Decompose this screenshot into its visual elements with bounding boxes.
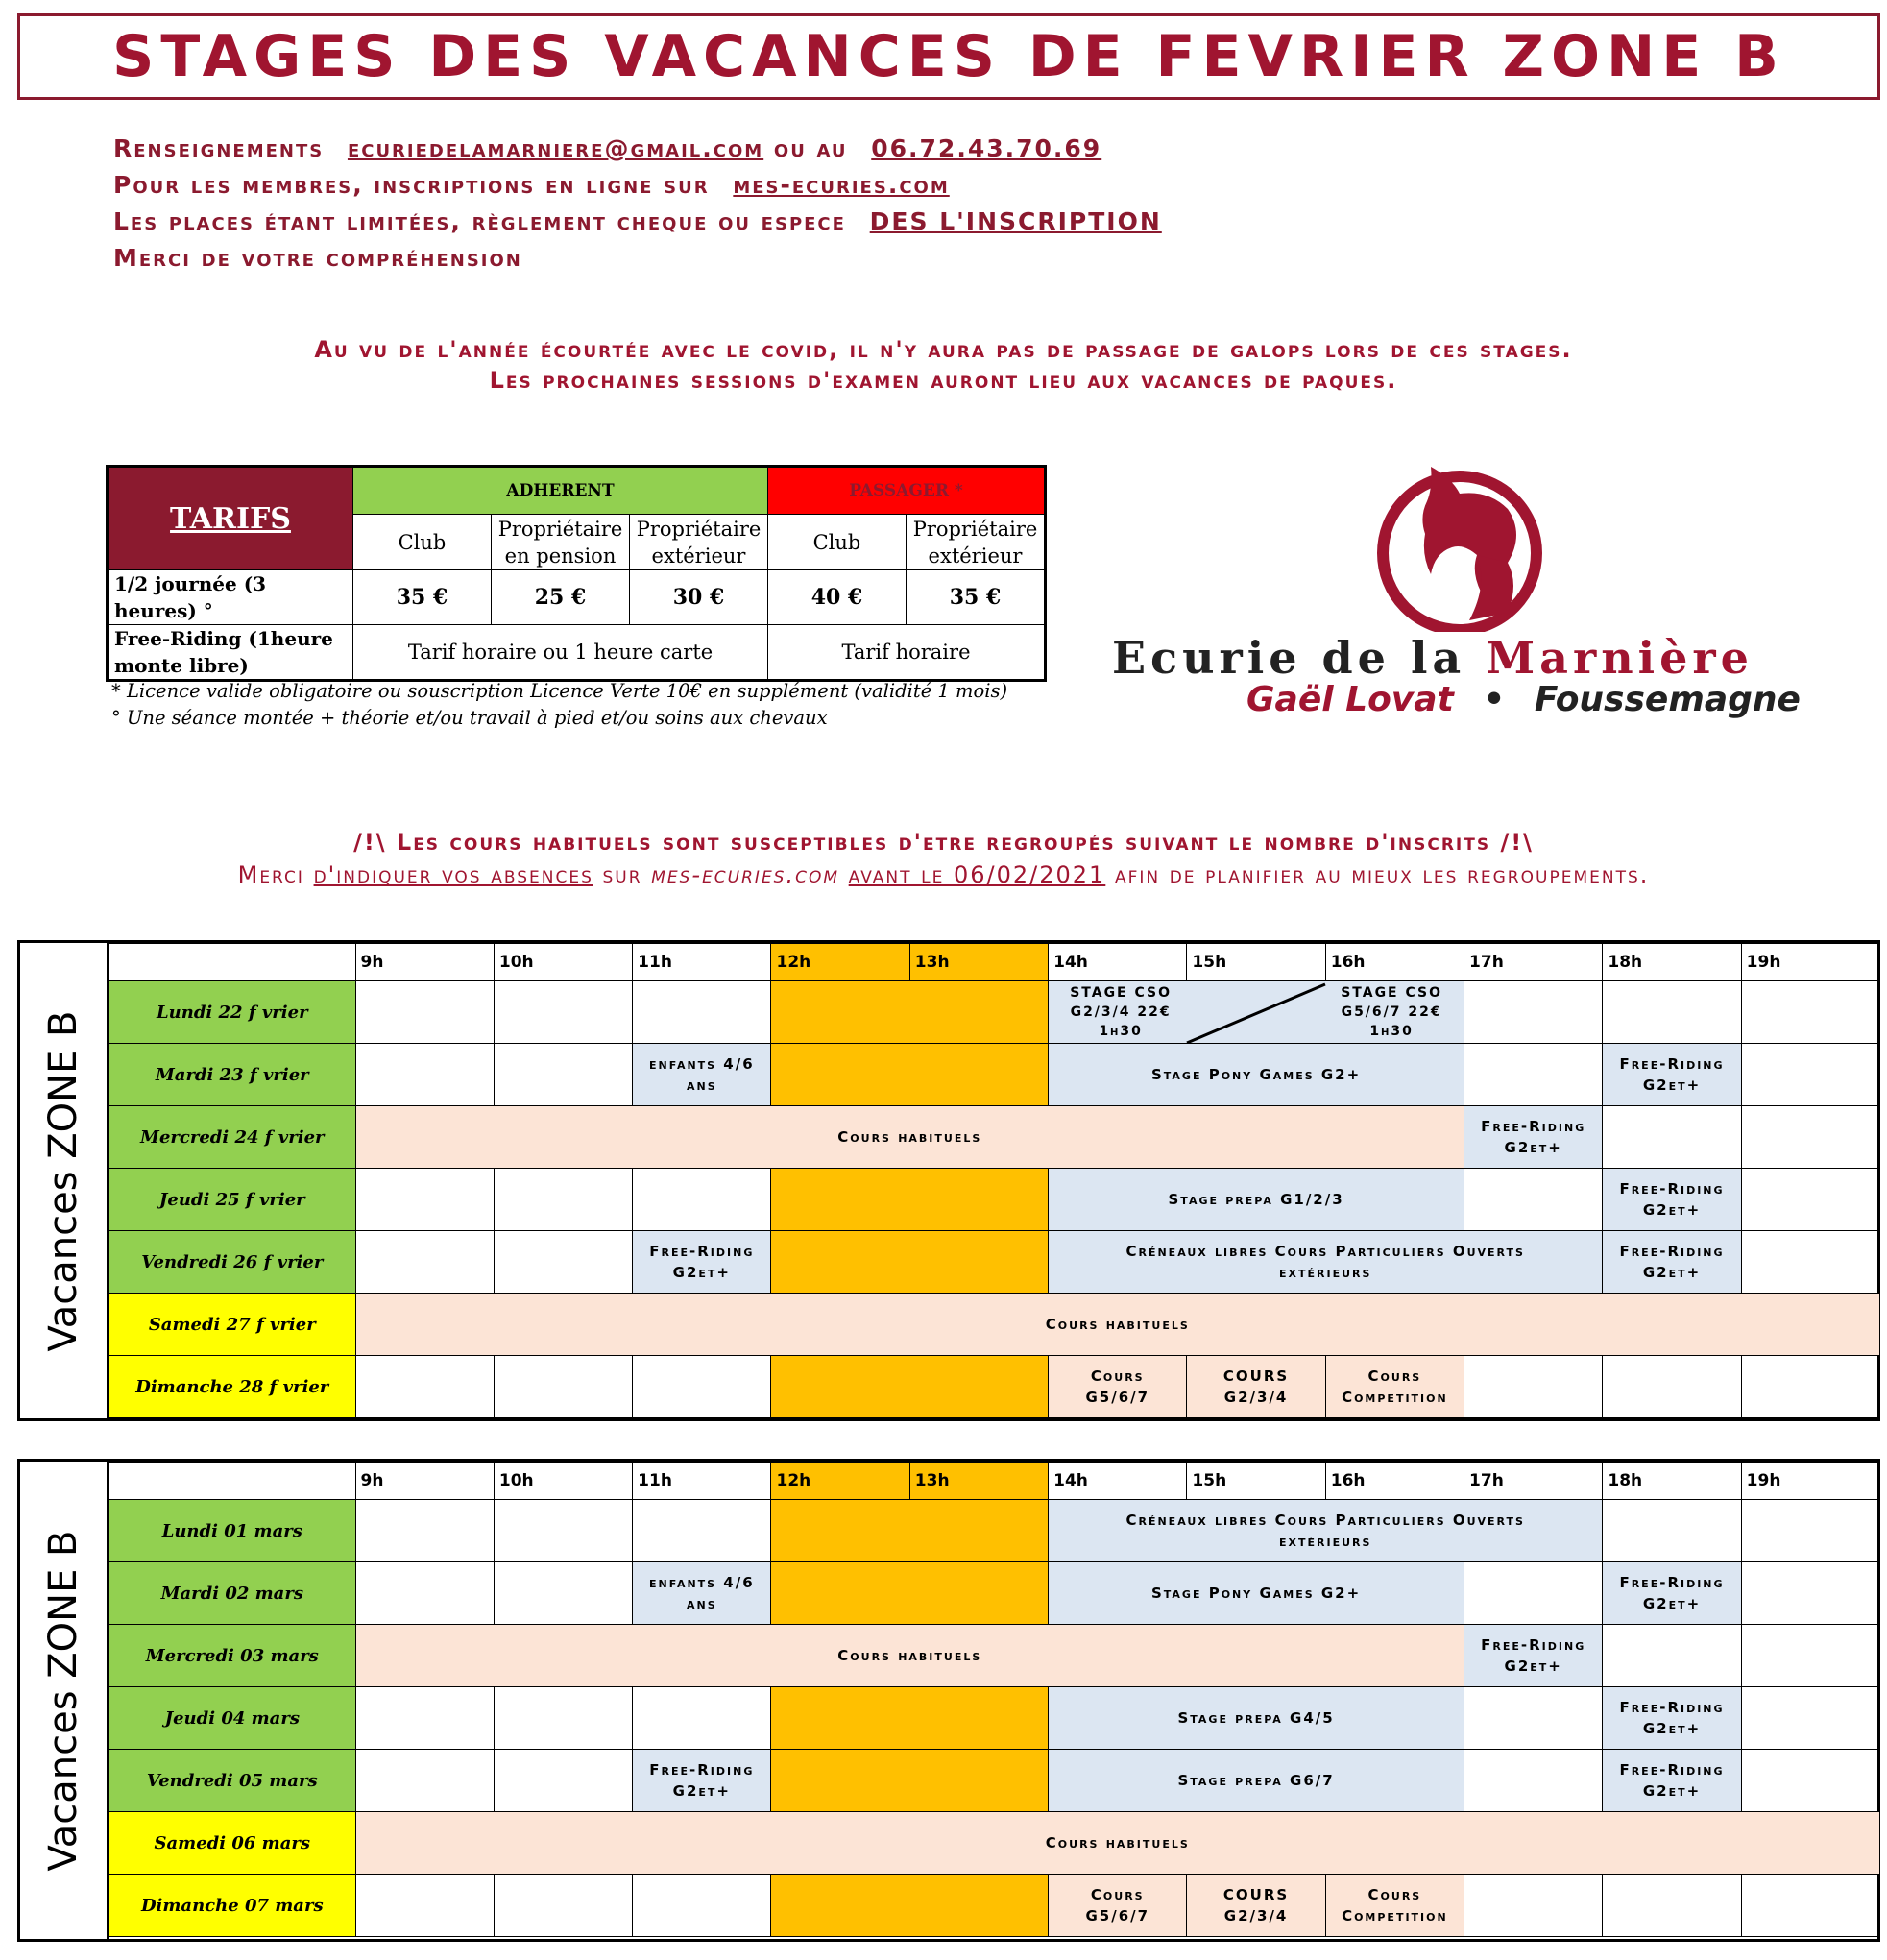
tarifs-header: TARIFS (108, 467, 353, 570)
info-line-payment (113, 204, 1162, 240)
hour-header: 15h (1187, 944, 1325, 981)
lunch-block (771, 981, 1049, 1044)
day-label: Dimanche 28 f vrier (109, 1356, 356, 1418)
hour-header: 10h (494, 1463, 632, 1500)
row-freeriding-label: Free-Riding (1heure monte libre) (108, 625, 353, 681)
site-link[interactable]: mes-ecuries.com (733, 171, 950, 199)
event-enfants: enfants 4/6 ans (633, 1562, 771, 1625)
schedule-week-1 (17, 940, 1880, 1421)
corner-cell (109, 1463, 356, 1500)
cso-g234: STAGE CSO G2/3/4 22€ 1h30 (1070, 985, 1173, 1039)
event-cours-competition: Cours Competition (1325, 1875, 1464, 1937)
warn-c: sur (602, 861, 642, 888)
event-cours-habituels: Cours habituels (355, 1812, 1879, 1875)
covid-line-1: Au vu de l'année écourtée avec le covid, il n'y aura pas de passage de galops lors de ces stages. (314, 336, 1573, 363)
hour-header: 13h (909, 1463, 1048, 1500)
event-pony-games: Stage Pony Games G2+ (1049, 1562, 1464, 1625)
phone-link[interactable]: 06.72.43.70.69 (871, 134, 1102, 162)
logo-subtitle (1246, 680, 1801, 719)
day-label: Samedi 06 mars (109, 1812, 356, 1875)
event-free-riding: Free-Riding G2et+ (1603, 1687, 1741, 1750)
covid-line-2: Les prochaines sessions d'examen auront lieu aux vacances de paques. (489, 367, 1398, 394)
day-label: Lundi 22 f vrier (109, 981, 356, 1044)
contact-or: ou au (773, 134, 848, 162)
schedule-table-week-2 (109, 1462, 1880, 1937)
event-free-riding: Free-Riding G2et+ (1464, 1625, 1603, 1687)
event-free-riding: Free-Riding G2et+ (633, 1750, 771, 1812)
passager-header: PASSAGER * (768, 467, 1046, 515)
day-label: Dimanche 07 mars (109, 1875, 356, 1937)
day-label: Mardi 02 mars (109, 1562, 356, 1625)
price-cell: 40 € (768, 570, 907, 625)
event-free-riding: Free-Riding G2et+ (1603, 1231, 1741, 1294)
col-club-adh: Club (353, 515, 492, 570)
event-stage-prepa-g45: Stage prepa G4/5 (1049, 1687, 1464, 1750)
horse-head-logo-icon (1364, 459, 1556, 632)
page-title: STAGES DES VACANCES DE FEVRIER ZONE B (112, 23, 1785, 90)
tarifs-notes (111, 678, 1007, 732)
hour-header: 15h (1187, 1463, 1325, 1500)
freeriding-passager-price: Tarif horaire (768, 625, 1046, 681)
col-pension: Propriétaire en pension (492, 515, 630, 570)
info-block (113, 131, 1162, 277)
event-free-riding: Free-Riding G2et+ (1603, 1750, 1741, 1812)
day-label: Jeudi 25 f vrier (109, 1169, 356, 1231)
event-cours-g234: COURS G2/3/4 (1187, 1875, 1325, 1937)
side-label-week-2 (20, 1462, 109, 1939)
hour-header: 12h (771, 1463, 909, 1500)
hour-header: 19h (1741, 944, 1879, 981)
hour-header: 17h (1464, 944, 1603, 981)
members-label: Pour les membres, inscriptions en ligne sur (113, 171, 710, 199)
price-cell: 25 € (492, 570, 630, 625)
warn-f: afin de planifier au mieux les regroupements. (1114, 861, 1650, 888)
side-label-text: Vacances ZONE B (41, 1529, 85, 1872)
event-free-riding: Free-Riding G2et+ (1603, 1044, 1741, 1106)
event-cours-g567: Cours G5/6/7 (1049, 1875, 1187, 1937)
lunch-block (771, 1356, 1049, 1418)
hour-header: 13h (909, 944, 1048, 981)
day-label: Mardi 23 f vrier (109, 1044, 356, 1106)
lunch-block (771, 1169, 1049, 1231)
side-label-text: Vacances ZONE B (41, 1009, 85, 1352)
page-title-banner (17, 13, 1880, 100)
day-label: Samedi 27 f vrier (109, 1294, 356, 1356)
logo (1104, 459, 1815, 738)
price-cell: 35 € (907, 570, 1046, 625)
event-free-riding: Free-Riding G2et+ (1603, 1562, 1741, 1625)
event-free-riding: Free-Riding G2et+ (1464, 1106, 1603, 1169)
hour-header: 18h (1603, 944, 1741, 981)
day-label: Vendredi 26 f vrier (109, 1231, 356, 1294)
warn-site: mes-ecuries.com (651, 861, 840, 888)
col-exterieur-pas: Propriétaire extérieur (907, 515, 1046, 570)
lunch-block (771, 1500, 1049, 1562)
event-stage-prepa-g67: Stage prepa G6/7 (1049, 1750, 1464, 1812)
event-creneaux-libres: Créneaux libres Cours Particuliers Ouverts extérieurs (1049, 1500, 1603, 1562)
event-cours-habituels: Cours habituels (355, 1294, 1879, 1356)
lunch-block (771, 1687, 1049, 1750)
info-line-contact (113, 131, 1162, 167)
note-seance: ° Une séance montée + théorie et/ou travail à pied et/ou soins aux chevaux (111, 707, 828, 729)
event-cours-g567: Cours G5/6/7 (1049, 1356, 1187, 1418)
inscription-link: DES L'INSCRIPTION (869, 207, 1162, 235)
tarifs-table (106, 465, 1047, 682)
lunch-block (771, 1562, 1049, 1625)
side-label-week-1 (20, 943, 109, 1418)
schedule-table-week-1 (109, 943, 1880, 1418)
regroup-warning (0, 826, 1887, 891)
hour-header: 19h (1741, 1463, 1879, 1500)
covid-notice (0, 334, 1887, 396)
logo-owner: Gaël Lovat (1246, 680, 1454, 719)
day-label: Mercredi 24 f vrier (109, 1106, 356, 1169)
day-label: Jeudi 04 mars (109, 1687, 356, 1750)
warn-absences: d'indiquer vos absences (313, 861, 593, 888)
hour-header: 17h (1464, 1463, 1603, 1500)
event-stage-prepa: Stage prepa G1/2/3 (1049, 1169, 1464, 1231)
logo-place: Foussemagne (1534, 680, 1801, 719)
day-label: Vendredi 05 mars (109, 1750, 356, 1812)
info-line-thanks: Merci de votre compréhension (113, 244, 522, 272)
day-label: Mercredi 03 mars (109, 1625, 356, 1687)
event-free-riding: Free-Riding G2et+ (633, 1231, 771, 1294)
hour-header: 18h (1603, 1463, 1741, 1500)
contact-label: Renseignements (113, 134, 325, 162)
col-exterieur-adh: Propriétaire extérieur (630, 515, 768, 570)
warn-a: Merci (237, 861, 304, 888)
logo-name (1112, 632, 1754, 684)
email-link[interactable]: ecuriedelamarniere@gmail.com (347, 134, 764, 162)
hour-header: 11h (633, 1463, 771, 1500)
schedule-week-2 (17, 1459, 1880, 1942)
hour-header: 9h (355, 944, 494, 981)
logo-name-a: Ecurie de la (1112, 632, 1487, 684)
row-halfday-label: 1/2 journée (3 heures) ° (108, 570, 353, 625)
logo-name-b: Marnière (1486, 632, 1754, 684)
lunch-block (771, 1231, 1049, 1294)
event-creneaux-libres: Créneaux libres Cours Particuliers Ouverts extérieurs (1049, 1231, 1603, 1294)
warning-line-1: /!\ Les cours habituels sont susceptibles d'etre regroupés suivant le nombre d'inscrits /!\ (353, 829, 1534, 856)
event-cours-habituels: Cours habituels (355, 1625, 1464, 1687)
hour-header: 14h (1049, 944, 1187, 981)
event-enfants: enfants 4/6 ans (633, 1044, 771, 1106)
warning-line-2 (0, 859, 1887, 891)
hour-header: 10h (494, 944, 632, 981)
lunch-block (771, 1044, 1049, 1106)
info-line-members (113, 167, 1162, 204)
warn-deadline: avant le 06/02/2021 (848, 861, 1106, 888)
lunch-block (771, 1750, 1049, 1812)
hour-header: 12h (771, 944, 909, 981)
event-cours-g234: COURS G2/3/4 (1187, 1356, 1325, 1418)
note-licence: * Licence valide obligatoire ou souscription Licence Verte 10€ en supplément (validité 1 mois) (111, 680, 1008, 702)
freeriding-adherent-price: Tarif horaire ou 1 heure carte (353, 625, 768, 681)
hour-header: 11h (633, 944, 771, 981)
col-club-pas: Club (768, 515, 907, 570)
hour-header: 9h (355, 1463, 494, 1500)
cso-g567: STAGE CSO G5/6/7 22€ 1h30 (1341, 985, 1443, 1039)
price-cell: 35 € (353, 570, 492, 625)
event-cours-competition: Cours Competition (1325, 1356, 1464, 1418)
hour-header: 16h (1325, 1463, 1464, 1500)
hour-header: 14h (1049, 1463, 1187, 1500)
price-cell: 30 € (630, 570, 768, 625)
lunch-block (771, 1875, 1049, 1937)
event-free-riding: Free-Riding G2et+ (1603, 1169, 1741, 1231)
corner-cell (109, 944, 356, 981)
logo-sep: • (1483, 680, 1506, 719)
event-cso (1049, 981, 1464, 1044)
payment-label: Les places étant limitées, règlement cheque ou espece (113, 207, 846, 235)
adherent-header: ADHERENT (353, 467, 768, 515)
event-cours-habituels: Cours habituels (355, 1106, 1464, 1169)
day-label: Lundi 01 mars (109, 1500, 356, 1562)
event-pony-games: Stage Pony Games G2+ (1049, 1044, 1464, 1106)
hour-header: 16h (1325, 944, 1464, 981)
